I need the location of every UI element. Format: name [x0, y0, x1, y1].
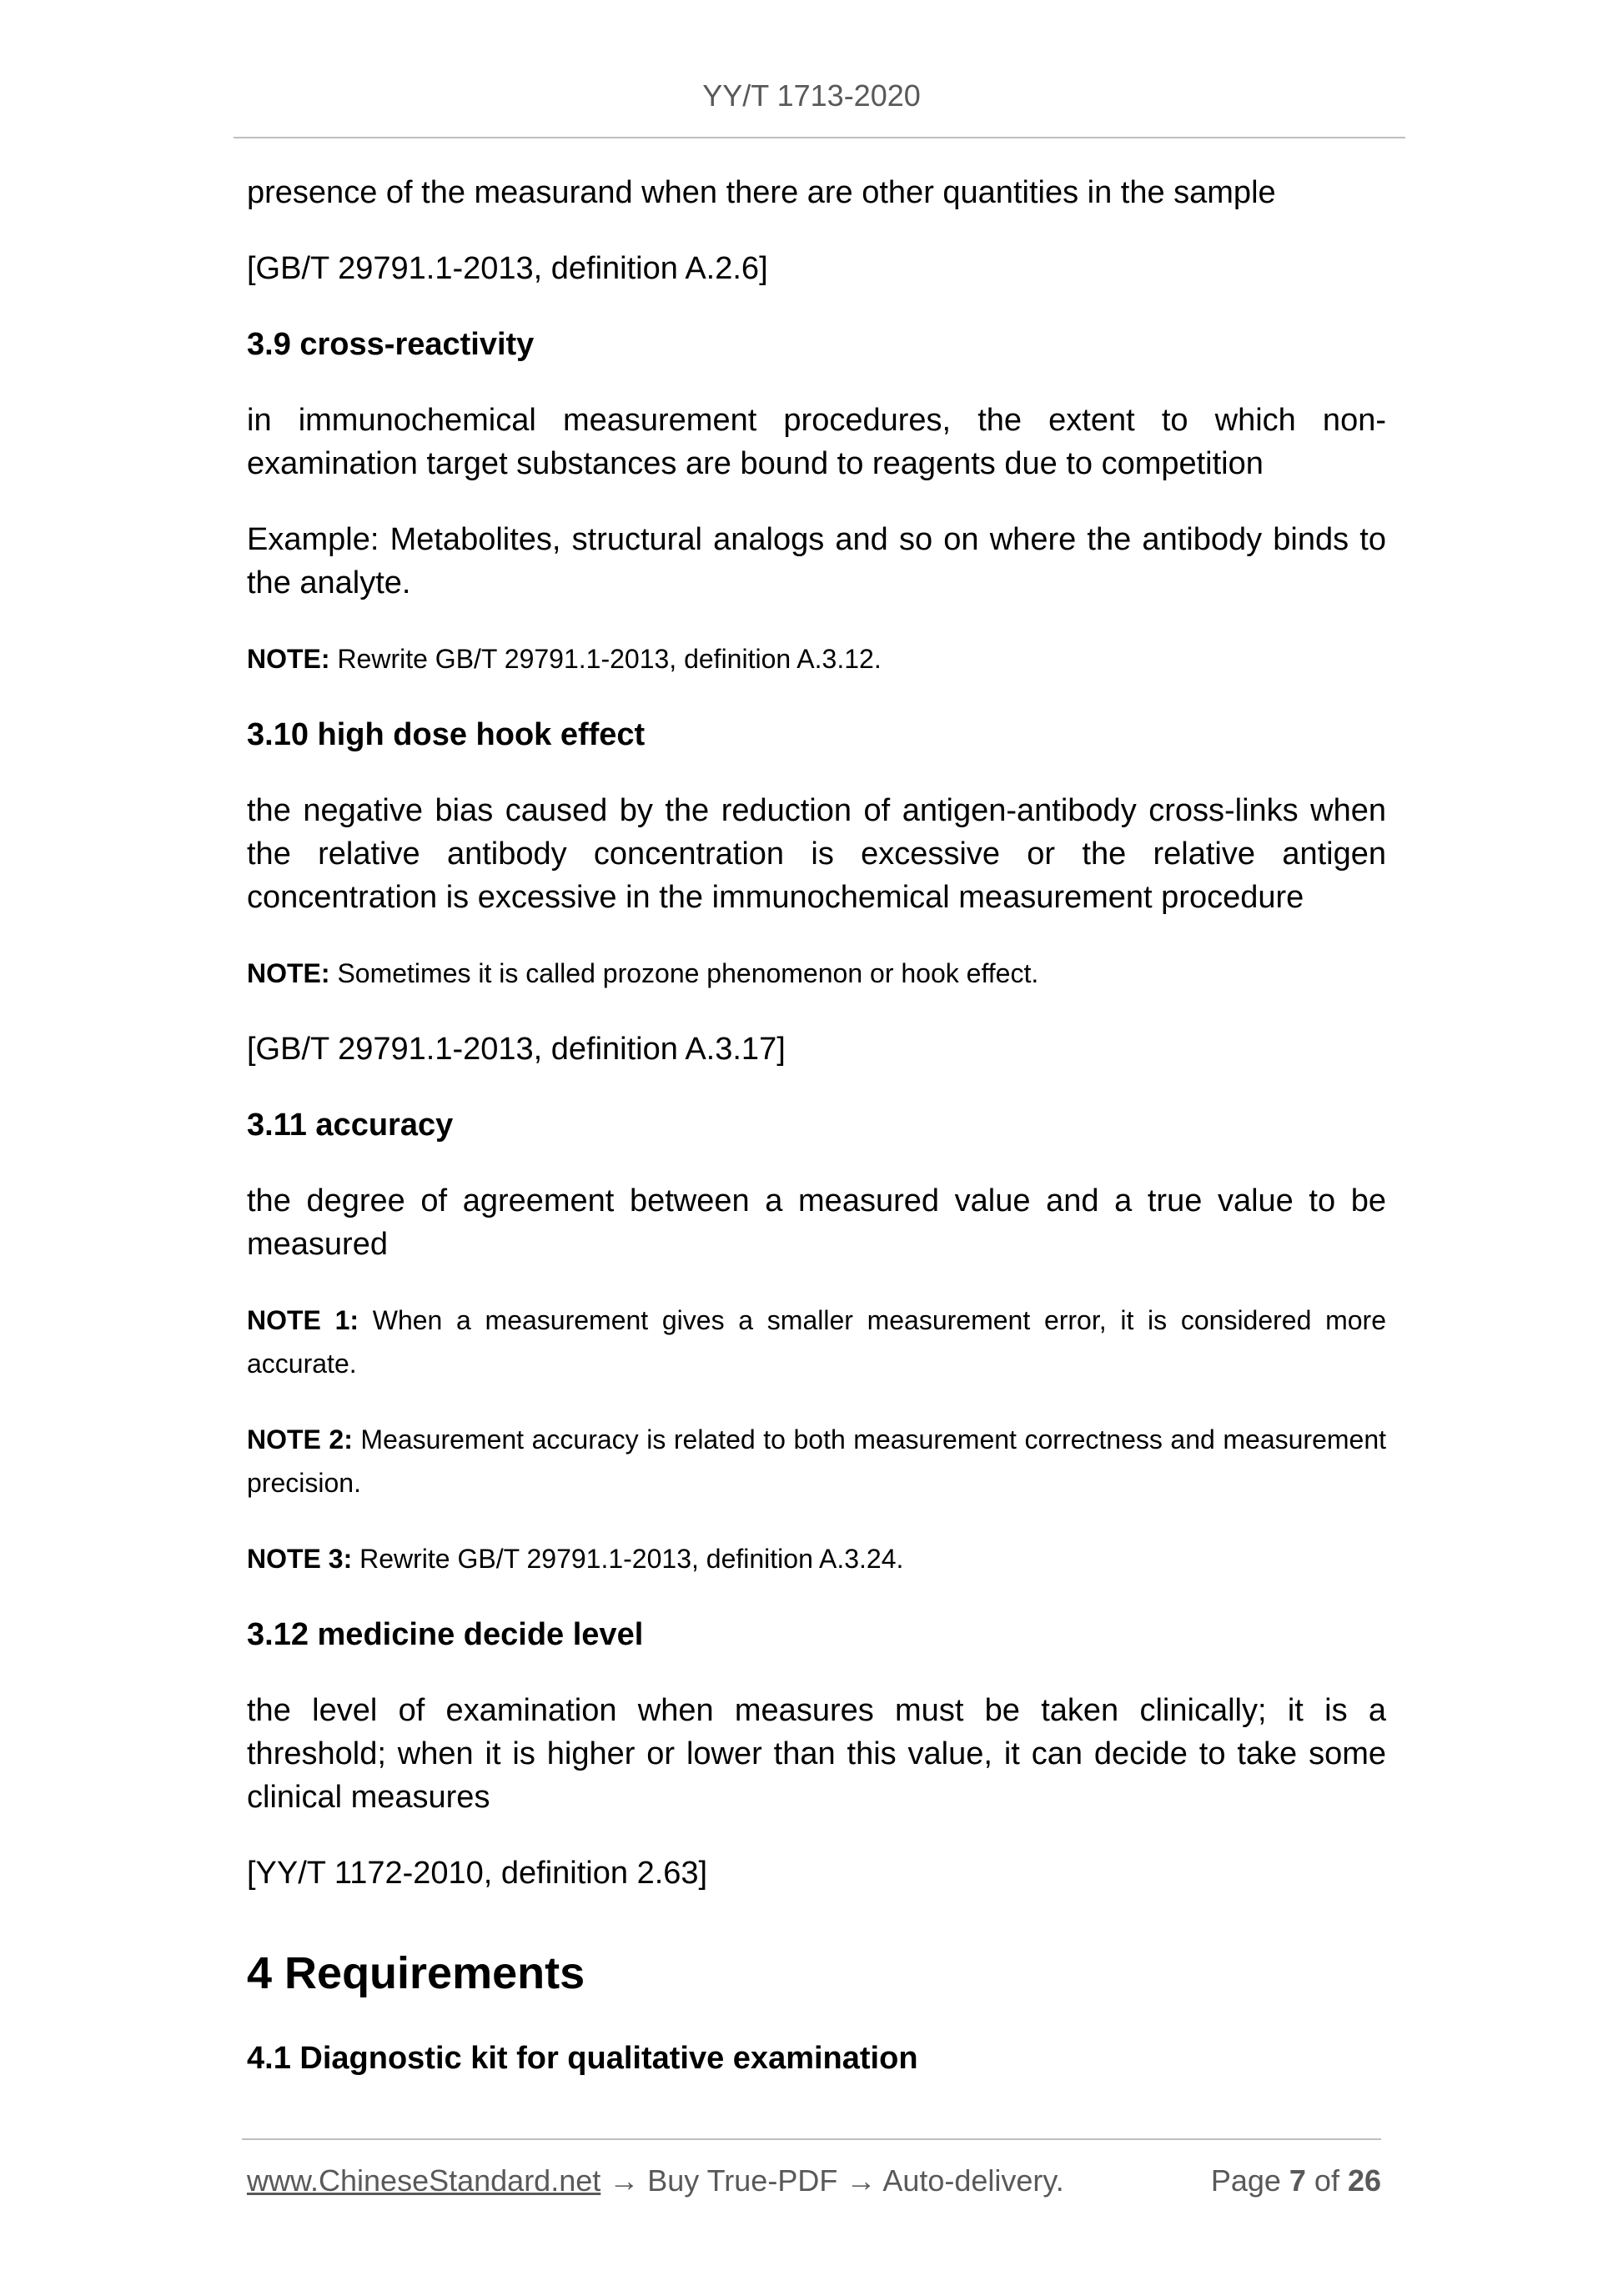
footer-divider	[242, 2138, 1381, 2140]
subsection-4-1-heading: 4.1 Diagnostic kit for qualitative examination	[247, 2041, 918, 2076]
paragraph-presence: presence of the measurand when there are other quantities in the sample	[247, 175, 1276, 210]
page-of-label: of	[1305, 2163, 1348, 2198]
document-header-id: YY/T 1713-2020	[702, 78, 921, 113]
reference-a-3-17: [GB/T 29791.1-2013, definition A.3.17]	[247, 1032, 786, 1067]
definition-3-12: the level of examination when measures must be taken clinically; it is a threshold; when it is higher or lower than this value, it can decide to take some clinical measures	[247, 1693, 1386, 1815]
header-divider	[234, 137, 1405, 138]
page-label: Page	[1210, 2163, 1289, 2198]
note-label: NOTE 2:	[247, 1424, 353, 1454]
definition-3-9: in immunochemical measurement procedures, the extent to which non-examination target substances are bound to reagents due to competition	[247, 403, 1386, 481]
term-3-12-heading: 3.12 medicine decide level	[247, 1617, 644, 1652]
page-content	[247, 171, 1386, 2080]
note-label: NOTE 3:	[247, 1544, 353, 1574]
note-3-9	[247, 637, 1386, 681]
note-text: Sometimes it is called prozone phenomenon or hook effect.	[329, 958, 1039, 988]
note-label: NOTE:	[247, 958, 330, 988]
website-link[interactable]: www.ChineseStandard.net	[247, 2163, 601, 2198]
term-3-9-heading: 3.9 cross-reactivity	[247, 327, 535, 362]
footer-tagline: → Buy True-PDF → Auto-delivery.	[600, 2163, 1064, 2198]
note-text: Rewrite GB/T 29791.1-2013, definition A.3.12.	[329, 644, 882, 674]
note-2-3-11	[247, 1418, 1386, 1505]
note-3-3-11	[247, 1537, 1386, 1580]
page-number	[1211, 2163, 1381, 2198]
note-label: NOTE 1:	[247, 1305, 359, 1335]
note-label: NOTE:	[247, 644, 330, 674]
example-3-9: Example: Metabolites, structural analogs and so on where the antibody binds to the analyte.	[247, 522, 1386, 600]
note-1-3-11	[247, 1299, 1386, 1385]
section-4-heading: 4 Requirements	[247, 1948, 585, 1998]
reference-2-63: [YY/T 1172-2010, definition 2.63]	[247, 1856, 708, 1891]
note-text: Measurement accuracy is related to both measurement correctness and measurement precision.	[247, 1424, 1387, 1498]
reference-a-2-6: [GB/T 29791.1-2013, definition A.2.6]	[247, 251, 768, 286]
page-current: 7	[1289, 2163, 1306, 2198]
note-text: Rewrite GB/T 29791.1-2013, definition A.3.24.	[352, 1544, 904, 1574]
definition-3-10: the negative bias caused by the reduction of antigen-antibody cross-links when the relative antibody concentration is excessive or the relative antigen concentration is excessive in the immunochemical measurement procedure	[247, 793, 1386, 915]
term-3-10-heading: 3.10 high dose hook effect	[247, 717, 646, 752]
note-3-10	[247, 952, 1386, 995]
note-text: When a measurement gives a smaller measurement error, it is considered more accurate.	[247, 1305, 1387, 1379]
definition-3-11: the degree of agreement between a measured value and a true value to be measured	[247, 1183, 1386, 1262]
page-total: 26	[1347, 2163, 1381, 2198]
footer-promo	[247, 2163, 1064, 2198]
term-3-11-heading: 3.11 accuracy	[247, 1108, 454, 1143]
